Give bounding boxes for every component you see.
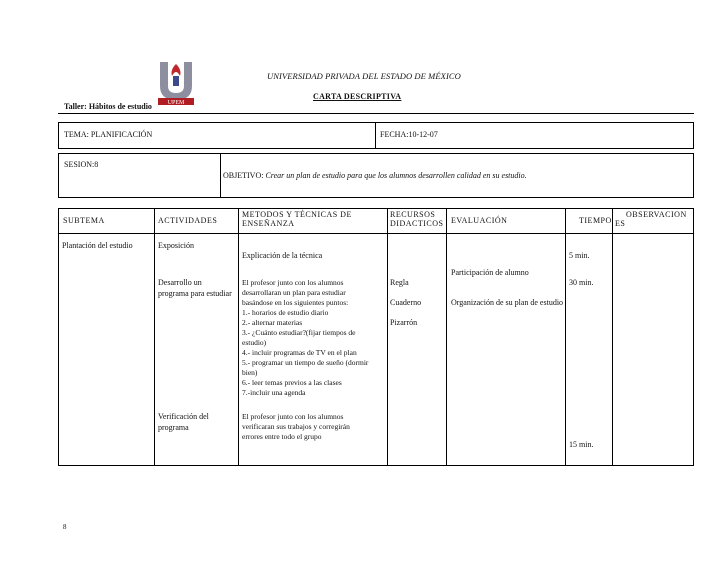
objetivo-text: Crear un plan de estudio para que los alumnos desarrollen calidad en su estudio. [265, 171, 527, 180]
metodo-2-line: desarrollaran un plan para estudiar [242, 288, 346, 297]
actividad-2-line-2: programa para estudiar [158, 289, 232, 298]
subtema-cell: Plantación del estudio [62, 241, 133, 250]
header-recursos-2: DIDACTICOS [390, 219, 444, 228]
taller-title: Taller: Hábitos de estudio [64, 102, 152, 111]
header-subtema: SUBTEMA [63, 216, 105, 225]
tiempo-2: 30 min. [569, 278, 594, 287]
sesion-label: SESION:8 [64, 160, 99, 169]
objetivo [223, 171, 527, 181]
actividad-1: Exposición [158, 241, 194, 250]
actividad-2-line-1: Desarrollo un [158, 278, 202, 287]
tema-label: TEMA: PLANIFICACIÓN [64, 130, 153, 139]
recurso-cuaderno: Cuaderno [390, 298, 422, 307]
metodo-2-line: 3.- ¿Cuánto estudiar?(fijar tiempos de [242, 328, 356, 337]
col-divider-3 [387, 208, 388, 466]
upem-logo [152, 58, 200, 106]
col-divider-4 [446, 208, 447, 466]
metodo-2-line: 7.-incluir una agenda [242, 388, 306, 397]
header-evaluacion: EVALUACIÓN [451, 216, 508, 225]
tiempo-1: 5 min. [569, 251, 590, 260]
metodo-2 [242, 278, 368, 398]
header-observaciones-1: OBSERVACION [626, 210, 687, 219]
actividad-3-line-2: programa [158, 423, 189, 432]
metodo-2-line: bien) [242, 368, 258, 377]
recurso-regla: Regla [390, 278, 409, 287]
tema-box [58, 122, 694, 149]
tema-divider [375, 122, 376, 149]
header-actividades: ACTIVIDADES [158, 216, 218, 225]
metodo-3-line: El profesor junto con los alumnos [242, 412, 344, 421]
evaluacion-1: Participación de alumno [451, 268, 529, 277]
header-observaciones-2: ES [615, 219, 626, 228]
header-metodos-2: ENSEÑANZA [242, 219, 295, 228]
header-recursos-1: RECURSOS [390, 210, 436, 219]
carta-title: CARTA DESCRIPTIVA [313, 92, 402, 101]
metodo-2-line: estudio) [242, 338, 267, 347]
recurso-pizarron: Pizarrón [390, 318, 418, 327]
metodo-2-line: 4.- incluir programas de TV en el plan [242, 348, 357, 357]
metodo-3-line: errores entre todo el grupo [242, 432, 322, 441]
header-tiempo: TIEMPO [579, 216, 612, 225]
header-metodos-1: METODOS Y TÉCNICAS DE [242, 210, 352, 219]
page-number: 8 [63, 523, 67, 531]
objetivo-label: OBJETIVO: [223, 171, 266, 180]
metodo-2-line: El profesor junto con los alumnos [242, 278, 344, 287]
metodo-2-line: 2.- alternar materias [242, 318, 303, 327]
metodo-1: Explicación de la técnica [242, 251, 323, 260]
university-name: UNIVERSIDAD PRIVADA DEL ESTADO DE MÉXICO [267, 71, 461, 81]
evaluacion-2: Organización de su plan de estudio [451, 298, 564, 307]
metodo-2-line: 1.- horarios de estudio diario [242, 308, 329, 317]
fecha-label: FECHA:10-12-07 [380, 130, 438, 139]
col-divider-1 [154, 208, 155, 466]
sesion-divider [220, 153, 221, 198]
col-divider-6 [612, 208, 613, 466]
metodo-2-line: 6.- leer temas previos a las clases [242, 378, 342, 387]
metodo-2-line: basándose en los siguientes puntos: [242, 298, 349, 307]
actividad-3-line-1: Verificación del [158, 412, 209, 421]
col-divider-2 [238, 208, 239, 466]
tiempo-3: 15 min. [569, 440, 594, 449]
col-divider-5 [565, 208, 566, 466]
header-rule [58, 113, 694, 114]
metodo-3-line: verificaran sus trabajos y corregirán [242, 422, 350, 431]
metodo-3 [242, 412, 350, 442]
logo-text: UPEM [167, 100, 185, 106]
metodo-2-line: 5.- programar un tiempo de sueño (dormir [242, 358, 369, 367]
